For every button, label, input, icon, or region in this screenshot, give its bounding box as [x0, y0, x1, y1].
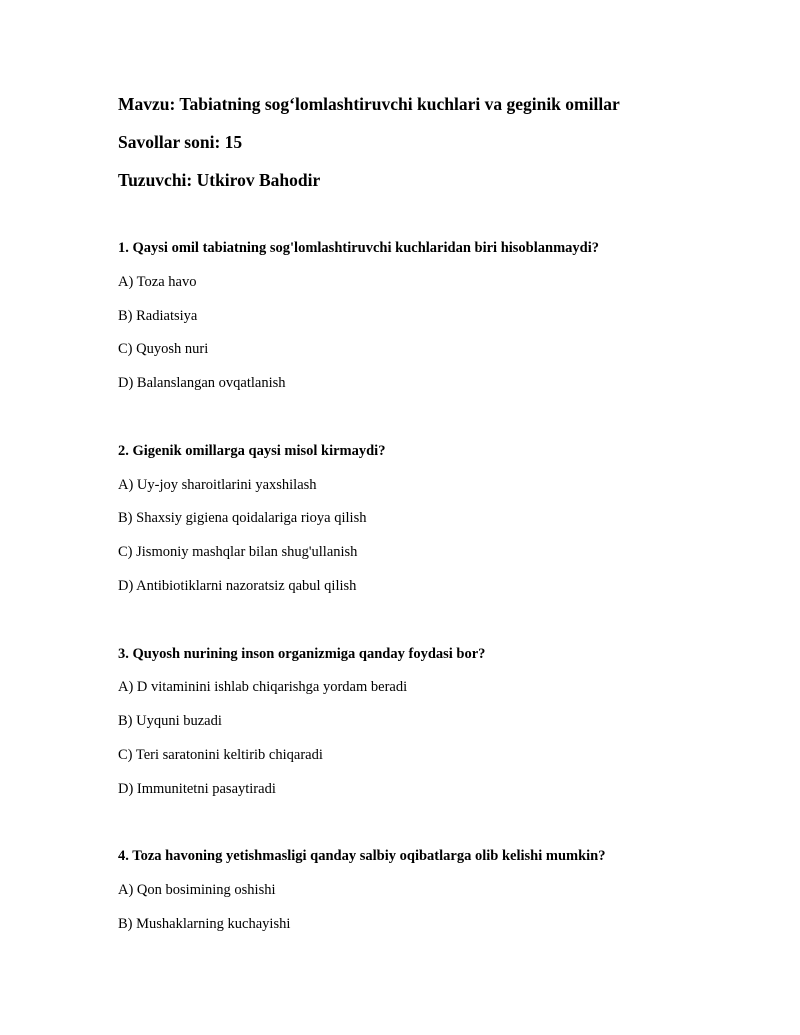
author-line: Tuzuvchi: Utkirov Bahodir	[118, 170, 321, 190]
answer-option: B) Shaxsiy gigiena qoidalariga rioya qilish	[118, 510, 367, 526]
question-title: 2. Gigenik omillarga qaysi misol kirmaydi?	[118, 443, 386, 459]
question-title: 1. Qaysi omil tabiatning sog'lomlashtiruvchi kuchlaridan biri hisoblanmaydi?	[118, 240, 600, 256]
answer-option: A) Qon bosimining oshishi	[118, 882, 276, 898]
answer-option: C) Teri saratonini keltirib chiqaradi	[118, 747, 323, 763]
answer-option: D) Immunitetni pasaytiradi	[118, 781, 276, 797]
answer-option: C) Jismoniy mashqlar bilan shug'ullanish	[118, 544, 358, 560]
answer-option: D) Balanslangan ovqatlanish	[118, 375, 286, 391]
answer-option: A) Uy-joy sharoitlarini yaxshilash	[118, 477, 317, 493]
answer-option: B) Radiatsiya	[118, 308, 198, 324]
answer-option: A) D vitaminini ishlab chiqarishga yordam beradi	[118, 679, 408, 695]
topic-heading: Mavzu: Tabiatning sog‘lomlashtiruvchi kuchlari va geginik omillar	[118, 94, 620, 114]
question-title: 4. Toza havoning yetishmasligi qanday salbiy oqibatlarga olib kelishi mumkin?	[118, 848, 606, 864]
question-count: Savollar soni: 15	[118, 132, 243, 152]
answer-option: D) Antibiotiklarni nazoratsiz qabul qilish	[118, 578, 357, 594]
answer-option: C) Quyosh nuri	[118, 341, 209, 357]
answer-option: A) Toza havo	[118, 274, 197, 290]
question-title: 3. Quyosh nurining inson organizmiga qanday foydasi bor?	[118, 646, 486, 662]
answer-option: B) Uyquni buzadi	[118, 713, 222, 729]
answer-option: B) Mushaklarning kuchayishi	[118, 916, 291, 932]
